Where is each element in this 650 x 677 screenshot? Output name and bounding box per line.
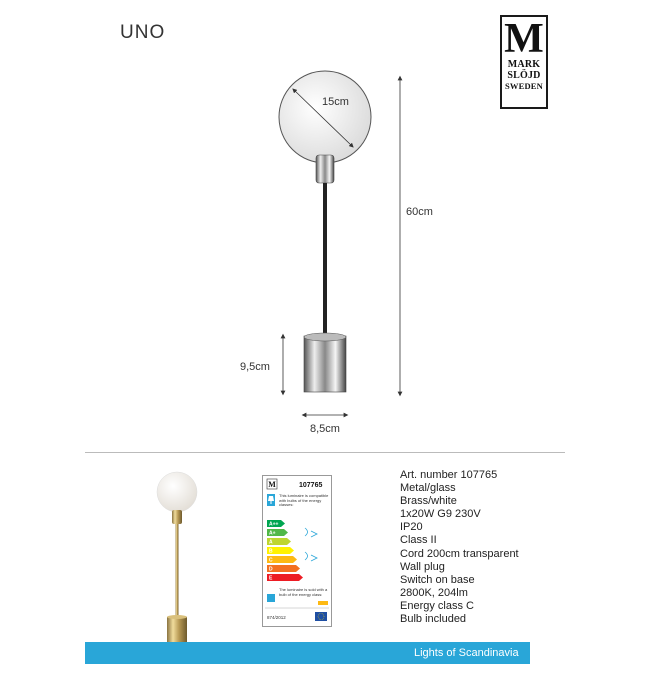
- spec-art-number: Art. number 107765: [400, 469, 498, 481]
- energy-class-label: A++: [269, 521, 279, 528]
- base-width-label: 8,5cm: [310, 423, 340, 435]
- spec-light: 2800K, 204lm: [400, 586, 468, 599]
- logo-letter: M: [504, 16, 544, 62]
- energy-class-label: C: [269, 557, 273, 564]
- spec-material: Metal/glass: [400, 482, 456, 495]
- svg-text:874/2012: 874/2012: [267, 615, 286, 620]
- shade-diameter-label: 15cm: [322, 96, 349, 108]
- energy-label-top-text: This luminaire is compatible with bulbs of the energy classes:: [279, 493, 329, 507]
- spec-color: Brass/white: [400, 495, 457, 508]
- glass-shade: [279, 71, 371, 163]
- spec-cord: Cord 200cm transparent: [400, 547, 519, 560]
- energy-class-label: B: [269, 548, 273, 555]
- spec-switch: Switch on base: [400, 573, 475, 586]
- footer-tagline: Lights of Scandinavia: [414, 647, 519, 659]
- spec-bulb: 1x20W G9 230V: [400, 508, 481, 521]
- spec-bulb-included: Bulb included: [400, 613, 467, 626]
- spec-class: Class II: [400, 534, 437, 547]
- base-height-label: 9,5cm: [240, 361, 270, 373]
- product-title: UNO: [120, 22, 166, 43]
- energy-label: [262, 475, 332, 627]
- logo-line-2: SLÖJD: [507, 70, 541, 81]
- svg-text:107765: 107765: [299, 482, 323, 489]
- lamp-stem: [323, 183, 327, 338]
- energy-class-label: A: [269, 539, 273, 546]
- section-divider: [85, 452, 565, 453]
- lamp-base: [304, 336, 346, 392]
- logo-line-1: MARK: [507, 59, 541, 70]
- energy-class-label: D: [269, 566, 273, 573]
- logo-line-3: SWEDEN: [504, 81, 544, 91]
- spec-energy-class: Energy class C: [400, 599, 474, 612]
- svg-text:M: M: [268, 480, 276, 489]
- bulb-socket: [316, 155, 334, 183]
- spec-list: [400, 469, 519, 626]
- footer-bar: [85, 642, 530, 664]
- height-label: 60cm: [406, 206, 433, 218]
- spec-ip: IP20: [400, 521, 423, 534]
- energy-class-label: A+: [269, 530, 276, 537]
- energy-label-bottom-text: The luminaire is sold with a bulb of the energy class:: [279, 587, 328, 597]
- energy-class-label: E: [269, 575, 273, 582]
- product-photo: [140, 470, 210, 645]
- spec-plug: Wall plug: [400, 560, 445, 573]
- energy-class-bar: [267, 574, 303, 581]
